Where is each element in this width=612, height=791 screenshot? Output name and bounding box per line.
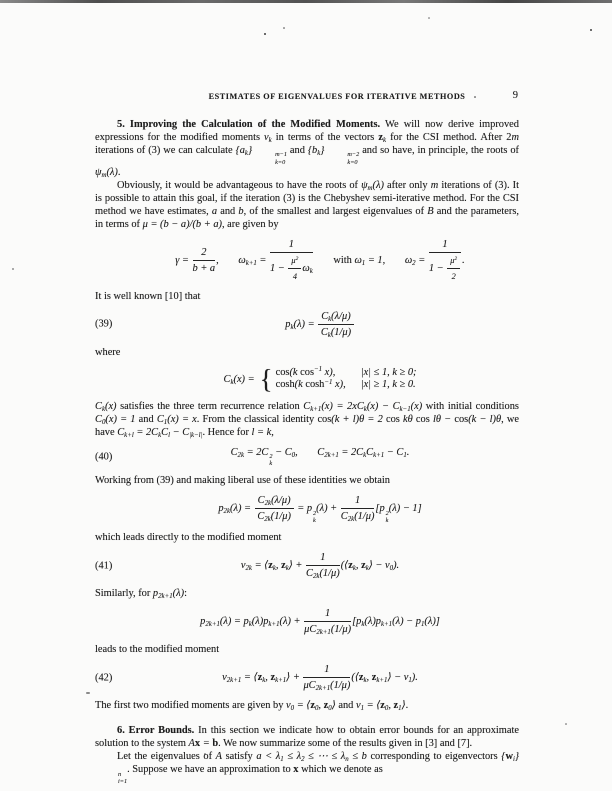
equation-40-formula: $C_{2k} = 2C$ 2 k − $C_0$, $C_{2k+1} = 2C_kC_{k+1} - C_1$. xyxy=(230,446,410,468)
line-where: where xyxy=(95,346,121,358)
equation-p2k xyxy=(95,494,519,524)
section-6-heading: 6. Error Bounds. xyxy=(117,725,195,737)
equation-p2k-formula: $p_{2k}(\lambda)$ = $\frac{C_{2k}(\lambda/\mu)}{C_{2k}(1/\mu)}$ = p 2 k (λ) + $\frac{1}{C_{2k}(1/\mu)}$ [p 2 k (λ) − 1] xyxy=(218,495,422,524)
section-5-intro-text: We will now derive improved expressions for the modified moments $\nu_k$ in terms of the vectors $z_k$ for the CSI method. After 2m iterations of (3) we can calculate $\{a_k\}$ m−1 k=0 and $\{b_k\}$ m−2 k=0 and so have, in principle, the roots of $\psi_m(\lambda)$. xyxy=(95,119,519,179)
scan-speck xyxy=(428,17,430,19)
paragraph-eigenvalues: Let the eigenvalues of A satisfy $a < \lambda_1 \le \lambda_2$ ≤ ⋯ ≤ $\lambda_n \le b$ corresponding to eigenvectors $\{w_i\}$ n i=1 . Suppose we have an approximation to x which we denote as xyxy=(117,751,520,785)
equation-41-number: (41) xyxy=(95,560,113,572)
line-leads: leads to the modified moment xyxy=(95,644,220,656)
equation-40 xyxy=(95,446,519,468)
line-well-known: It is well known [10] that xyxy=(95,290,201,302)
section-6-intro-text: In this section we indicate how to obtain error bounds for an approximate solution to the system Ax = b. We now summarize some of the results given in [3] and [7]. xyxy=(95,725,519,750)
page-number: 9 xyxy=(512,90,518,101)
equation-41 xyxy=(95,551,519,580)
scan-speck xyxy=(590,29,592,31)
equation-parameters-formula: γ = $\frac{2}{b + a}$ , $\omega_{k+1}$ = 1 1 − $\frac{\mu^2}{4}$ $\omega_k$ with $\omega_1 = 1$, $\omega_2$ = 1 1 − $\frac{\mu^2}{2}$ . xyxy=(175,238,465,281)
cases-lhs: $C_k(x)$ = xyxy=(223,373,255,386)
equation-41-formula: $\nu_{2k}$ = $⟨z_k$, $z_k⟩$ + $\frac{1}{C_{2k}(1/\mu)}$ ($⟨z_k$, $z_k⟩ - \nu_0$). xyxy=(240,552,400,581)
equation-p2k1-formula: $p_{2k+1}(\lambda) = p_k(\lambda)p_{k+1}(\lambda)$ + $\frac{1}{\mu C_{2k+1}(1/\mu)}$ $[p_k(\lambda)p_{k+1}(\lambda) - p_1(\lambda)]$ xyxy=(200,608,440,637)
equation-42-number: (42) xyxy=(95,672,113,684)
equation-42 xyxy=(95,663,519,692)
section-5-intro-paragraph xyxy=(95,118,519,179)
cases-wrap xyxy=(223,363,417,394)
equation-39-number: (39) xyxy=(95,318,113,330)
equation-chebyshev-cases xyxy=(95,363,519,394)
cases-brace: { xyxy=(259,363,273,394)
paragraph-recurrence: $C_k(x)$ satisfies the three term recurrence relation $C_{k+1}(x) = 2xC_k(x) - C_{k-1}(x)$ with initial conditions $C_0(x) = 1$ and $C_1(x) = x$. From the classical identity cos(k + l)θ = 2 cos kθ cos lθ − cos(k − l)θ, we have $C_{k+l} = 2C_kC_l - C_{|k-l|}$. Hence for l = k, xyxy=(95,400,520,439)
line-first-moments: The first two modified moments are given by $\nu_0$ = $⟨z_0$, $z_0⟩$ and $\nu_1$ = $⟨z_0$, $z_1⟩$. xyxy=(95,700,409,713)
equation-40-number: (40) xyxy=(95,451,113,463)
scan-edge-band xyxy=(0,0,612,3)
scan-speck xyxy=(86,692,90,694)
equation-p2k1 xyxy=(95,607,519,636)
equation-39-formula: $p_k(\lambda)$ = $\frac{C_k(\lambda/\mu)}{C_k(1/\mu)}$ xyxy=(285,310,354,339)
equation-39 xyxy=(95,310,519,339)
running-header xyxy=(95,90,519,101)
scan-speck xyxy=(283,27,285,29)
cases-grid xyxy=(276,367,417,392)
scan-speck xyxy=(12,268,14,270)
cases-row2-expression: cosh(k $\cosh^{-1} x$), xyxy=(275,378,346,391)
scan-speck xyxy=(264,33,266,35)
equation-parameters xyxy=(95,238,519,283)
scan-speck xyxy=(565,723,567,725)
equation-42-formula: $\nu_{2k+1}$ = $⟨z_k$, $z_{k+1}⟩$ + $\frac{1}{\mu C_{2k+1}(1/\mu)}$ ($⟨z_k$, $z_{k+1}⟩ - \nu_1$). xyxy=(222,664,418,693)
running-title: ESTIMATES OF EIGENVALUES FOR ITERATIVE METHODS xyxy=(208,92,466,101)
line-which-leads: which leads directly to the modified moment xyxy=(95,532,282,544)
paragraph-obviously: Obviously, it would be advantageous to have the roots of $\psi_m(\lambda)$ after only m iterations of (3). It is possible to attain this goal, if the iteration (3) is the Chebyshev semi-iterative method. For the CSI method we have estimates, a and b, of the smallest and largest eigenvalues of B and the parameters, in terms of μ = (b − a)/(b + a), are given by xyxy=(95,179,519,230)
section-6-intro-paragraph xyxy=(95,724,519,750)
cases-row1-condition: |x| ≤ 1, k ≥ 0; xyxy=(360,366,417,378)
line-similarly: Similarly, for $p_{2k+1}(\lambda)$: xyxy=(95,588,187,601)
line-working: Working from (39) and making liberal use of these identities we obtain xyxy=(95,475,390,487)
cases-row1-expression: cos(k $\cos^{-1} x$), xyxy=(275,366,336,378)
page-content xyxy=(95,90,519,785)
cases-row2-condition: |x| ≥ 1, k ≥ 0. xyxy=(360,379,416,391)
section-5-heading: 5. Improving the Calculation of the Modified Moments. xyxy=(117,119,381,130)
